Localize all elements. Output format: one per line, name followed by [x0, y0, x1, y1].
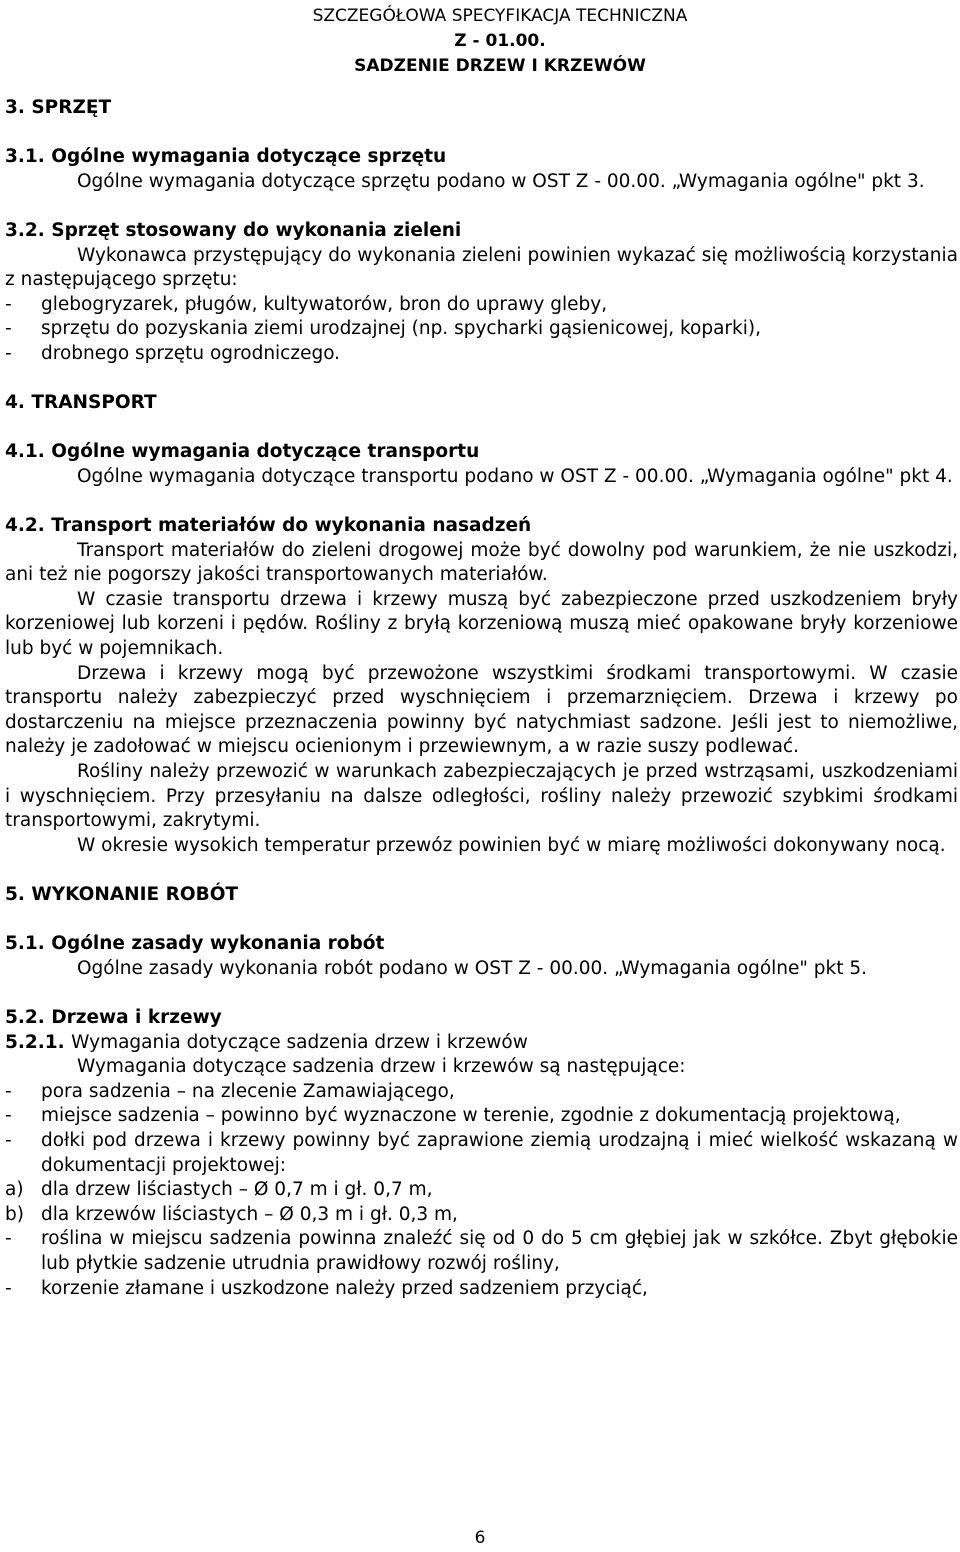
list-item-text: glebogryzarek, pługów, kultywatorów, bron do uprawy gleby, [41, 293, 608, 315]
hole-size-list [5, 1178, 958, 1227]
list-item [5, 1203, 958, 1228]
equipment-list [5, 293, 958, 367]
section-5-title: 5. WYKONANIE ROBÓT [5, 884, 239, 905]
section-5-2-1-intro: Wymagania dotyczące sadzenia drzew i krzewów są następujące: [77, 1056, 686, 1078]
list-item-text: dołki pod drzewa i krzewy powinny być zaprawione ziemią urodzajną i mieć wielkość wskazaną w dokumentacji projektowej: [41, 1129, 958, 1176]
list-item-text: sprzętu do pozyskania ziemi urodzajnej (np. spycharki gąsienicowej, koparki), [41, 318, 761, 340]
section-5-1-title: 5.1. Ogólne zasady wykonania robót [5, 933, 385, 955]
section-5-2-1-title: Wymagania dotyczące sadzenia drzew i krzewów [71, 1031, 528, 1053]
planting-requirements-list [5, 1080, 958, 1178]
list-item-text: korzenie złamane i uszkodzone należy przed sadzeniem przyciąć, [41, 1277, 648, 1299]
transport-paragraph: W czasie transportu drzewa i krzewy muszą być zabezpieczone przed uszkodzeniem bryły korzeniowej lub korzeni i pędów. Rośliny z bryłą korzeniową muszą mieć opakowane bryły korzeniowe lub być w pojemnikach. [5, 588, 958, 660]
header-spec-subject: SADZENIE DRZEW I KRZEWÓW [354, 56, 646, 76]
section-3-1-title: 3.1. Ogólne wymagania dotyczące sprzętu [5, 146, 447, 168]
transport-paragraph: Drzewa i krzewy mogą być przewożone wszystkimi środkami transportowymi. W czasie transportu należy zabezpieczyć przed wyschnięciem i przemarznięciem. Drzewa i krzewy po dostarczeniu na miejsce przeznaczenia powinny być natychmiast sadzone. Jeśli jest to niemożliwe, należy je zadołować w miejscu ocienionym i przewiewnym, a w razie suszy podlewać. [5, 662, 958, 758]
page-header [240, 4, 760, 79]
list-dash: - [5, 1129, 12, 1151]
section-4-title: 4. TRANSPORT [5, 392, 157, 414]
list-item [5, 1227, 958, 1276]
section-5-2-title: 5.2. Drzewa i krzewy [5, 1006, 222, 1028]
list-dash: - [5, 293, 12, 315]
section-4-2-title: 4.2. Transport materiałów do wykonania nasadzeń [5, 515, 532, 537]
list-dash: - [5, 1228, 12, 1250]
section-3-title: 3. SPRZĘT [5, 97, 112, 118]
transport-paragraph: Transport materiałów do zieleni drogowej może być dowolny pod warunkiem, że nie uszkodzi, ani też nie pogorszy jakości transportowanych materiałów. [5, 539, 958, 586]
section-5-1-text: Ogólne zasady wykonania robót podano w OST Z - 00.00. „Wymagania ogólne" pkt 5. [77, 957, 868, 979]
list-item [5, 1277, 958, 1302]
header-spec-code: Z - 01.00. [454, 31, 546, 51]
section-3-1-text: Ogólne wymagania dotyczące sprzętu podano w OST Z - 00.00. „Wymagania ogólne" pkt 3. [77, 170, 925, 192]
list-marker: b) [5, 1203, 24, 1225]
list-item-text: roślina w miejscu sadzenia powinna znaleźć się od 0 do 5 cm głębiej jak w szkółce. Zbyt głębokie lub płytkie sadzenie utrudnia prawidłowy rozwój rośliny, [41, 1228, 958, 1274]
section-5-2-1-heading [5, 1031, 958, 1056]
list-dash: - [5, 1277, 12, 1299]
page-number: 6 [474, 1528, 486, 1548]
list-item [5, 1129, 958, 1178]
section-4-1-text: Ogólne wymagania dotyczące transportu podano w OST Z - 00.00. „Wymagania ogólne" pkt 4. [77, 465, 953, 487]
list-item-text: dla drzew liściastych – Ø 0,7 m i gł. 0,7 m, [41, 1179, 433, 1201]
list-item-text: pora sadzenia – na zlecenie Zamawiającego, [41, 1080, 455, 1102]
list-marker: a) [5, 1179, 24, 1201]
document-body [5, 96, 958, 1301]
list-item [5, 317, 958, 342]
list-item [5, 1178, 958, 1203]
list-item [5, 1104, 958, 1129]
section-4-1-title: 4.1. Ogólne wymagania dotyczące transportu [5, 441, 480, 463]
transport-paragraph: Rośliny należy przewozić w warunkach zabezpieczających je przed wstrząsami, uszkodzeniami i wyschnięciem. Przy przesyłaniu na dalsze odległości, rośliny należy przewozić szybkimi środkami transportowymi, zakrytymi. [5, 761, 958, 832]
list-item [5, 342, 958, 367]
list-dash: - [5, 1105, 12, 1127]
list-dash: - [5, 1080, 12, 1102]
section-5-2-1-number: 5.2.1. [5, 1031, 65, 1053]
list-item [5, 293, 958, 318]
section-3-2-text: Wykonawca przystępujący do wykonania zieleni powinien wykazać się możliwością korzystania z następującego sprzętu: [5, 244, 958, 291]
list-item-text: dla krzewów liściastych – Ø 0,3 m i gł. 0,3 m, [41, 1203, 458, 1225]
list-dash: - [5, 342, 12, 364]
list-item [5, 1080, 958, 1105]
section-3-2-title: 3.2. Sprzęt stosowany do wykonania zieleni [5, 219, 462, 241]
transport-paragraph: W okresie wysokich temperatur przewóz powinien być w miarę możliwości dokonywany nocą. [77, 834, 946, 856]
list-item-text: miejsce sadzenia – powinno być wyznaczone w terenie, zgodnie z dokumentacją projektową, [41, 1105, 901, 1127]
list-dash: - [5, 318, 12, 340]
list-item-text: drobnego sprzętu ogrodniczego. [41, 342, 341, 364]
header-spec-title: SZCZEGÓŁOWA SPECYFIKACJA TECHNICZNA [312, 6, 688, 26]
planting-requirements-list-cont [5, 1227, 958, 1301]
